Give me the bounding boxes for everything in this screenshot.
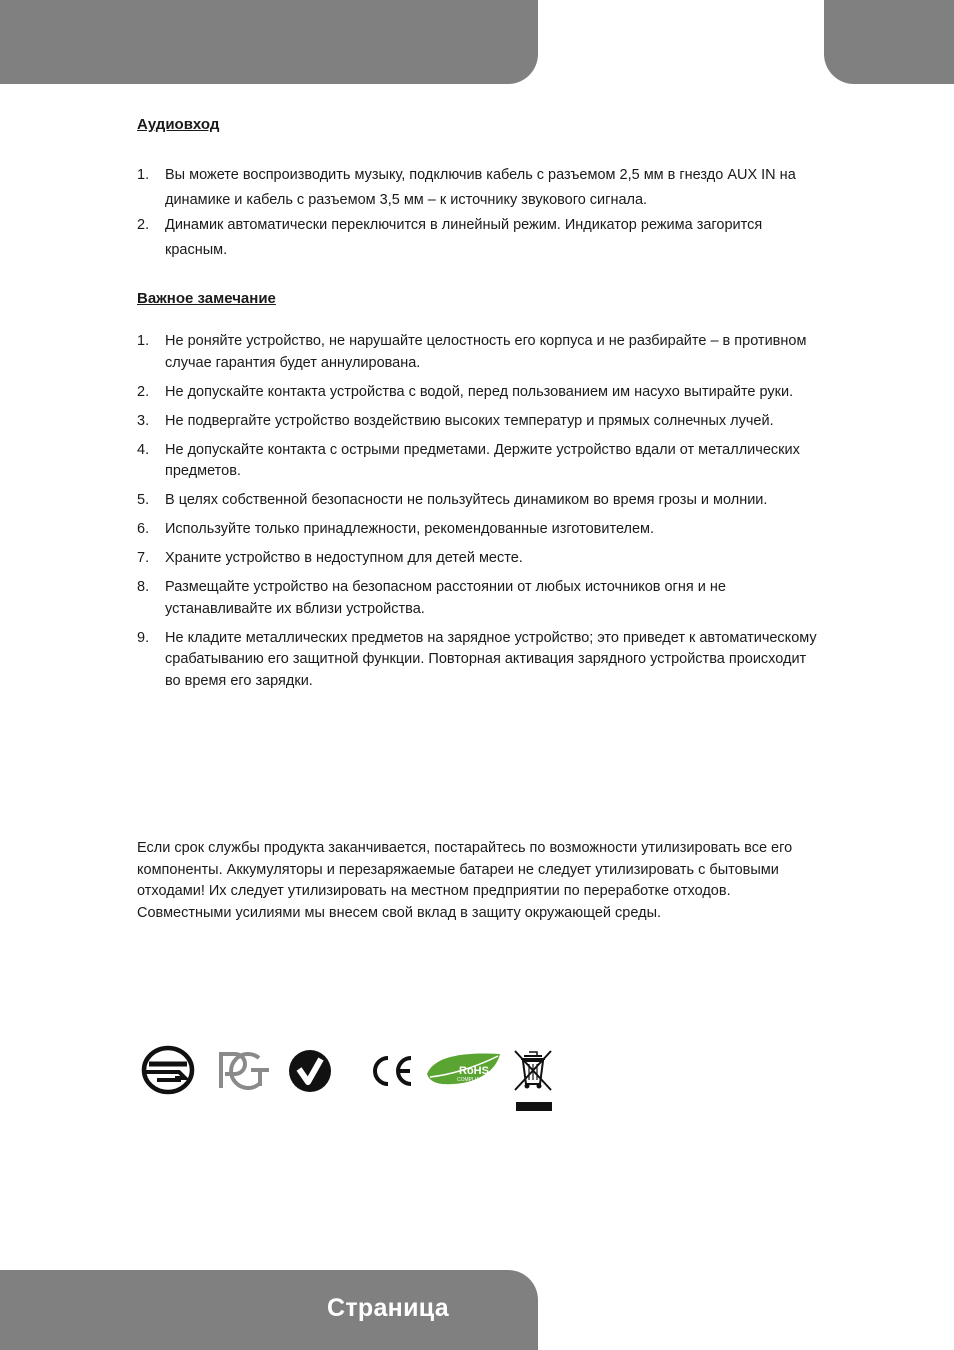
header-tab-left xyxy=(0,0,538,84)
important-note-heading: Важное замечание xyxy=(137,290,276,307)
list-item-text: Не роняйте устройство, не нарушайте целостность его корпуса и не разбирайте – в противном случае гарантия будет аннулирована. xyxy=(165,333,807,371)
list-item-number: 7. xyxy=(137,550,150,566)
list-item xyxy=(137,490,817,512)
list-item-text: Храните устройство в недоступном для детей месте. xyxy=(165,550,523,566)
list-item-number: 6. xyxy=(137,521,150,537)
list-item-text: Не допускайте контакта устройства с водой, перед пользованием им насухо вытирайте руки. xyxy=(165,383,794,400)
rohs-icon xyxy=(424,1050,504,1088)
list-item xyxy=(137,548,817,570)
list-item xyxy=(137,577,817,620)
list-item-number: 1. xyxy=(137,167,150,183)
list-item-text: Не подвергайте устройство воздействию высоких температур и прямых солнечных лучей. xyxy=(165,412,774,429)
list-item-number: 3. xyxy=(137,412,150,429)
c-tick-icon xyxy=(288,1049,332,1093)
footer-page-label: Страница xyxy=(327,1294,449,1322)
list-item xyxy=(137,331,817,374)
important-note-list xyxy=(137,331,817,700)
bsmi-icon xyxy=(141,1045,195,1095)
list-item xyxy=(137,213,817,263)
list-item-number: 1. xyxy=(137,333,150,349)
list-item-number: 4. xyxy=(137,441,150,458)
disposal-paragraph: Если срок службы продукта заканчивается, постарайтесь по возможности утилизировать все его компоненты. Аккумуляторы и перезаряжаемые батареи не следует утилизировать с бытовыми отходами! Их следует утилизировать на местном предприятии по переработке отходов. Совместными усилиями мы внесем свой вклад в защиту окружающей среды. xyxy=(137,840,793,921)
list-item-text: Размещайте устройство на безопасном расстоянии от любых источников огня и не устанавливайте их вблизи устройства. xyxy=(165,579,726,617)
list-item-text: Не допускайте контакта с острыми предметами. Держите устройство вдали от металлических предметов. xyxy=(165,441,800,479)
header-tab-right xyxy=(824,0,954,84)
list-item-text: Вы можете воспроизводить музыку, подключив кабель с разъемом 2,5 мм в гнездо AUX IN на динамике и кабель с разъемом 3,5 мм – к источнику звукового сигнала. xyxy=(165,167,796,208)
list-item-number: 5. xyxy=(137,492,150,508)
list-item xyxy=(137,628,817,693)
list-item-number: 9. xyxy=(137,629,150,646)
pct-icon xyxy=(213,1048,273,1093)
weee-bin-icon xyxy=(512,1048,554,1112)
list-item-number: 2. xyxy=(137,383,150,400)
list-item-text: Динамик автоматически переключится в линейный режим. Индикатор режима загорится красным. xyxy=(165,217,763,258)
audio-input-heading: Аудиовход xyxy=(137,116,220,133)
rohs-sublabel: COMPLIANT xyxy=(457,1077,487,1083)
list-item-number: 8. xyxy=(137,579,150,595)
audio-input-list xyxy=(137,163,817,263)
list-item xyxy=(137,382,817,404)
list-item xyxy=(137,440,817,483)
list-item-text: Не кладите металлических предметов на зарядное устройство; это приведет к автоматическому срабатыванию его защитной функции. Повторная активация зарядного устройства происходит во время его зарядки. xyxy=(165,629,817,689)
list-item xyxy=(137,411,817,433)
list-item xyxy=(137,519,817,541)
list-item-text: В целях собственной безопасности не пользуйтесь динамиком во время грозы и молнии. xyxy=(165,492,768,508)
list-item-text: Используйте только принадлежности, рекомендованные изготовителем. xyxy=(165,521,655,537)
footer-tab xyxy=(0,1270,538,1350)
rohs-label: RoHS xyxy=(459,1065,489,1077)
list-item xyxy=(137,163,817,213)
ce-icon xyxy=(370,1055,416,1087)
list-item-number: 2. xyxy=(137,217,150,233)
